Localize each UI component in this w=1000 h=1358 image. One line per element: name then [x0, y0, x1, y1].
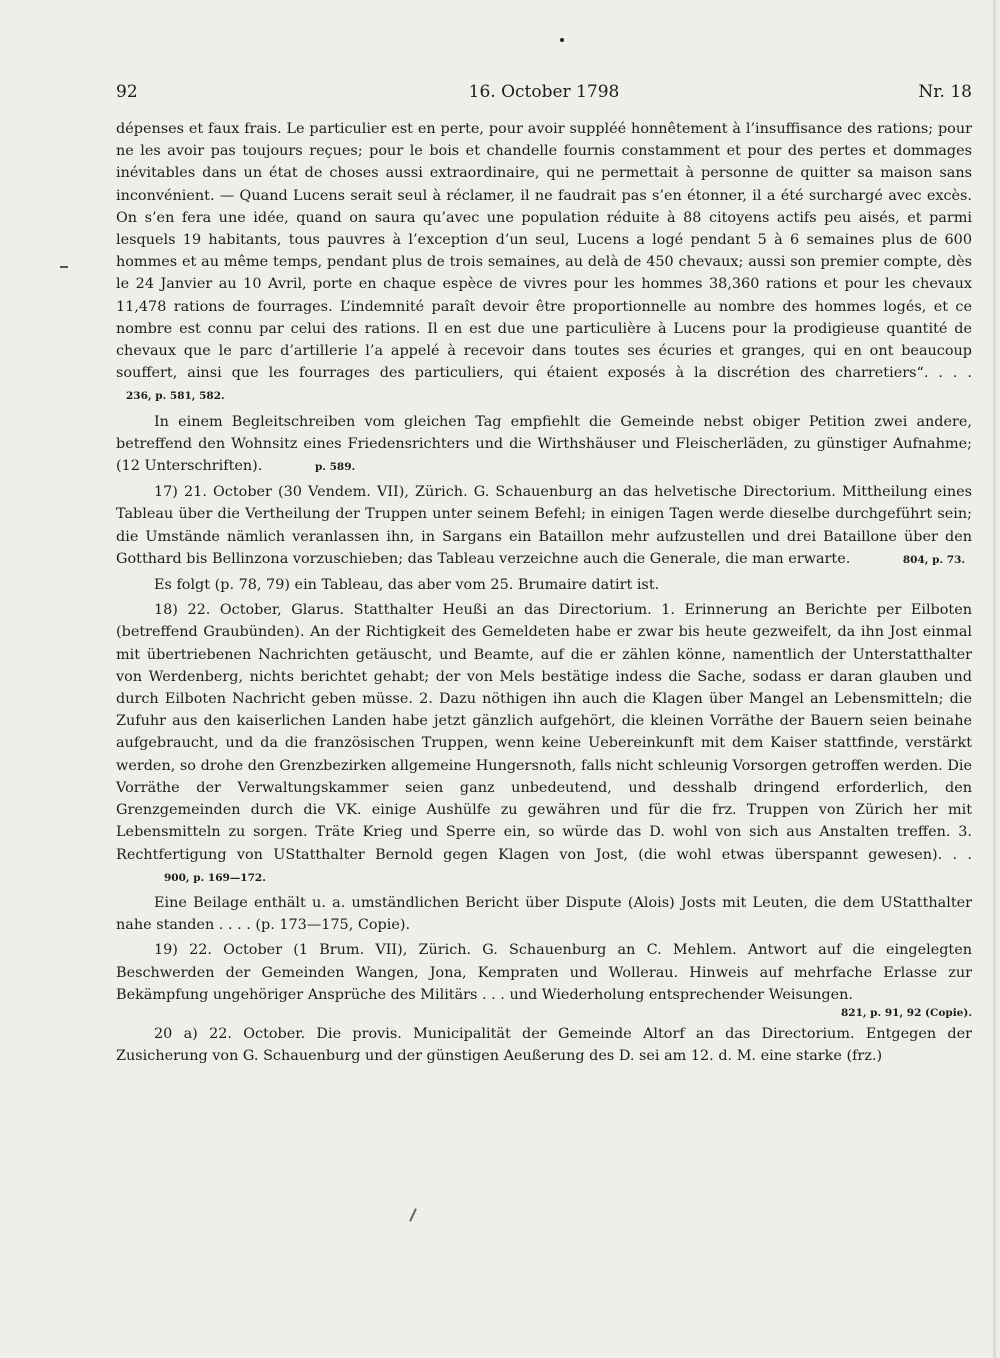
page-number: 92: [116, 82, 138, 102]
header-date: 16. October 1798: [468, 82, 620, 102]
ink-dot: [560, 38, 564, 42]
source-reference: 900, p. 169—172.: [164, 871, 266, 884]
paragraph-text: 20 a) 22. October. Die provis. Municipalität der Gemeinde Altorf an das Directorium. Entgegen der Zusicherung von G. Schauenburg und der günstigen Aeußerung des D. sei am 12. d. M. eine starke (frz.): [116, 1025, 972, 1065]
paragraph: [116, 574, 972, 596]
source-reference: 236, p. 581, 582.: [126, 390, 225, 403]
paragraph-text: 18) 22. October, Glarus. Statthalter Heußi an das Directorium. 1. Erinnerung an Berichte per Eilboten (betreffend Graubünden). An der Richtigkeit des Gemeldeten habe er zwar bis heute gezweifelt, da ihn Jost einmal mit übertriebenen Nachrichten getäuscht, und Beamte, auf die er zählen könne, namentlich der Unterstatthalter von Werdenberg, nichts berichtet gehabt; der von Mels bestätige indess die Sache, sodass er daran glauben und durch Eilboten Nachricht geben müsse. 2. Dazu nöthigen ihn auch die Klagen über Mangel an Lebensmitteln; die Zufuhr aus den kaiserlichen Landen habe jetzt gänzlich aufgehört, die kleinen Vorräthe der Bauern seien beinahe aufgebraucht, und da die französischen Truppen, wenn keine Uebereinkunft mit dem Kaiser stattfinde, verstärkt werden, so drohe den Grenzbezirken allgemeine Hungersnoth, falls nicht schleunig Vorsorgen getroffen werden. Die Vorräthe der Verwaltungskammer seien ganz unbedeutend, und desshalb dringend erforderlich, den Grenzgemeinden durch die VK. einige Aushülfe zu gewähren und für die frz. Truppen von Zürich her mit Lebensmitteln zu sorgen. Träte Krieg und Sperre ein, so würde das D. wohl von sich aus Anstalten treffen. 3. Rechtfertigung von UStatthalter Bernold gegen Klagen von Jost, (die wohl etwas überspannt gewesen). . .: [116, 602, 972, 863]
paragraph-text: Eine Beilage enthält u. a. umständlichen Bericht über Dispute (Alois) Josts mit Leuten, die dem UStatthalter nahe standen . . . . (p. 173—175, Copie).: [116, 894, 972, 934]
paragraph: [116, 892, 972, 936]
section-number: Nr. 18: [918, 82, 972, 102]
page-edge: [993, 0, 996, 1358]
paragraph: [116, 411, 972, 479]
body-text: [116, 118, 972, 1070]
paragraph: [116, 1023, 972, 1067]
paragraph: [116, 599, 972, 889]
source-reference: 804, p. 73.: [902, 553, 966, 566]
paragraph-text: In einem Begleitschreiben vom gleichen Tag empfiehlt die Gemeinde nebst obiger Petition zwei andere, betreffend den Wohnsitz eines Friedensrichters und die Wirthshäuser und Fleischerläden, zu günstiger Aufnahme; (12 Unterschriften).: [116, 413, 972, 475]
paragraph: [116, 939, 972, 1006]
source-reference: p. 589.: [314, 461, 356, 474]
paragraph-text: 17) 21. October (30 Vendem. VII), Zürich. G. Schauenburg an das helvetische Directorium. Mittheilung eines Tableau über die Vertheilung der Truppen unter seinem Befehl; in einigen Tagen werde dieselbe durchgeführt sein; die Umstände nämlich veranlassen ihn, in Sargans ein Bataillon mehr aufzustellen und drei Bataillone über den Gotthard bis Bellinzona vorzuschieben; das Tableau verzeichne auch die Generale, die man erwarte.: [116, 484, 972, 567]
running-header: [116, 82, 972, 106]
source-reference: 821, p. 91, 92 (Copie).: [840, 1006, 972, 1019]
paragraph: [116, 118, 972, 408]
paragraph: [116, 481, 972, 571]
paragraph-text: 19) 22. October (1 Brum. VII), Zürich. G. Schauenburg an C. Mehlem. Antwort auf die eingelegten Beschwerden der Gemeinden Wangen, Jona, Kempraten und Wollerau. Hinweis auf mehrfache Erlasse zur Bekämpfung ungehöriger Ansprüche des Militärs . . . und Wiederholung entsprechender Weisungen.: [116, 942, 972, 1003]
pencil-tick: [409, 1208, 417, 1222]
paragraph-text: Es folgt (p. 78, 79) ein Tableau, das aber vom 25. Brumaire datirt ist.: [154, 577, 660, 594]
paragraph-text: dépenses et faux frais. Le particulier est en perte, pour avoir suppléé honnêtement à l’insuffisance des rations; pour ne les avoir pas toujours reçues; pour le bois et chandelle fournis constamment et pour des pertes et dommages inévitables dans un état de choses aussi extraordinaire, qui ne permettait à personne de quitter sa maison sans inconvénient. — Quand Lucens serait seul à réclamer, il ne faudrait pas s’en étonner, il a été surchargé avec excès. On s’en fera une idée, quand on saura qu’avec une population réduite à 88 citoyens actifs peu aisés, et parmi lesquels 19 habitants, tous pauvres à l’exception d’un seul, Lucens a logé pendant 5 à 6 semaines plus de 600 hommes et au même temps, pendant plus de trois semaines, au delà de 450 chevaux; aussi son premier compte, dès le 24 Janvier au 10 Avril, porte en chaque espèce de vivres pour les hommes 38,360 rations et pour les chevaux 11,478 rations de fourrages. L’indemnité paraît devoir être proportionnelle au nombre des hommes logés, et ce nombre est connu par celui des rations. Il en est due une particulière à Lucens pour la prodigieuse quantité de chevaux que le parc d’artillerie l’a appelé à recevoir dans toutes ses écuries et granges, qui en ont beaucoup souffert, ainsi que les fourrages des particuliers, qui étaient exposés à la discrétion des charretiers“. . . .: [116, 121, 972, 382]
margin-mark: [60, 266, 68, 268]
